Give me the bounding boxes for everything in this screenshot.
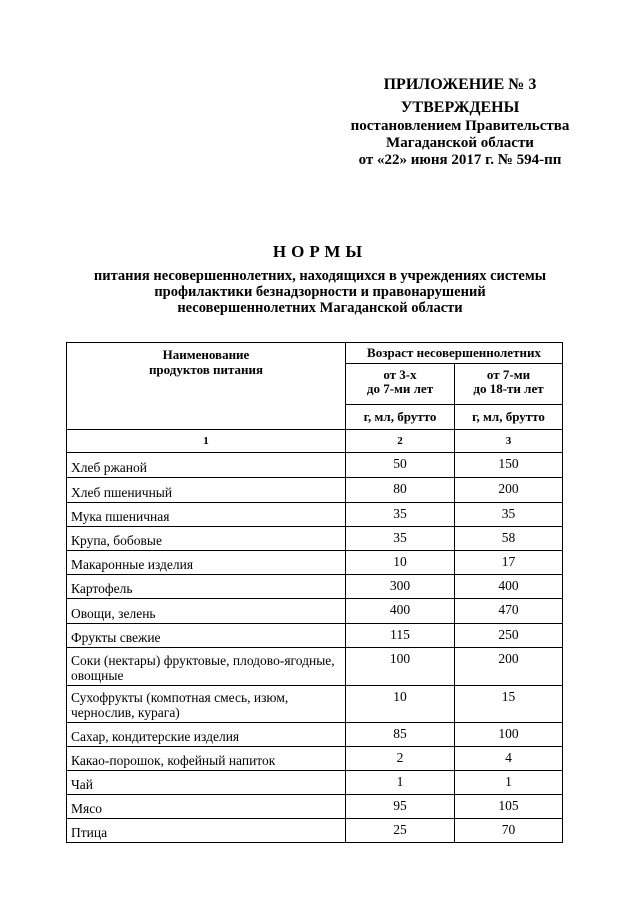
table-row [67,795,563,819]
resolution-line-1: постановлением Правительства [350,118,570,134]
title-line-2: профилактики безнадзорности и правонарушений [154,284,486,300]
table-row [67,527,563,551]
table-row [67,747,563,771]
table-row [67,478,563,503]
title-main: НОРМЫ [272,242,368,261]
product-name: Сухофрукты (компотная смесь, изюм, чернослив, курага) [67,686,346,723]
product-name: Хлеб пшеничный [67,478,346,503]
header-product-name [67,343,346,430]
value-age-7-18: 1 [455,771,563,795]
table-row [67,723,563,747]
header-age-7-18 [455,364,563,405]
value-age-7-18: 70 [455,819,563,843]
product-name: Какао-порошок, кофейный напиток [67,747,346,771]
value-age-3-7: 25 [346,819,455,843]
nutrition-norms-table [66,342,563,843]
table-row [67,575,563,599]
product-name: Птица [67,819,346,843]
header-age-3-7 [346,364,455,405]
approved-label: УТВЕРЖДЕНЫ [400,99,520,116]
value-age-3-7: 300 [346,575,455,599]
value-age-3-7: 1 [346,771,455,795]
product-name: Мука пшеничная [67,503,346,527]
value-age-7-18: 4 [455,747,563,771]
value-age-7-18: 400 [455,575,563,599]
table-row [67,819,563,843]
header-product-name-line-1: Наименование [162,347,250,362]
value-age-7-18: 35 [455,503,563,527]
column-number-2: 2 [346,430,455,453]
table-row [67,503,563,527]
header-age-7-18-line-1: от 7-ми [486,367,531,382]
product-name: Мясо [67,795,346,819]
value-age-7-18: 58 [455,527,563,551]
value-age-7-18: 15 [455,686,563,723]
value-age-3-7: 2 [346,747,455,771]
value-age-3-7: 35 [346,503,455,527]
product-name: Чай [67,771,346,795]
resolution-line-2: Магаданской области [386,135,534,151]
table-row [67,624,563,648]
value-age-3-7: 400 [346,599,455,624]
table-row [67,771,563,795]
column-number-1: 1 [67,430,346,453]
header-age-3-7-line-1: от 3-х [383,367,417,382]
product-name: Картофель [67,575,346,599]
value-age-7-18: 105 [455,795,563,819]
title-line-3: несовершеннолетних Магаданской области [177,300,463,316]
header-age: Возраст несовершеннолетних [346,343,563,364]
value-age-7-18: 200 [455,648,563,686]
value-age-3-7: 95 [346,795,455,819]
value-age-3-7: 50 [346,453,455,478]
product-name: Овощи, зелень [67,599,346,624]
value-age-3-7: 80 [346,478,455,503]
product-name: Макаронные изделия [67,551,346,575]
value-age-7-18: 470 [455,599,563,624]
table-row [67,599,563,624]
product-name: Крупа, бобовые [67,527,346,551]
title-line-1: питания несовершеннолетних, находящихся в учреждениях системы [93,268,547,284]
header-age-3-7-line-2: до 7-ми лет [366,381,434,396]
table-row [67,686,563,723]
resolution-line-3: от «22» июня 2017 г. № 594-пп [358,152,562,168]
value-age-3-7: 85 [346,723,455,747]
product-name: Сахар, кондитерские изделия [67,723,346,747]
value-age-3-7: 10 [346,686,455,723]
value-age-7-18: 150 [455,453,563,478]
product-name: Фрукты свежие [67,624,346,648]
value-age-3-7: 10 [346,551,455,575]
document-header [330,76,590,169]
table-row [67,453,563,478]
document-title [40,242,600,316]
header-age-7-18-line-2: до 18-ти лет [473,381,544,396]
table-row [67,551,563,575]
header-unit-a: г, мл, брутто [346,405,455,430]
appendix-number: ПРИЛОЖЕНИЕ № 3 [383,76,537,93]
header-product-name-line-2: продуктов питания [148,362,264,377]
value-age-7-18: 250 [455,624,563,648]
value-age-7-18: 17 [455,551,563,575]
product-name: Соки (нектары) фруктовые, плодово-ягодные, овощные [67,648,346,686]
header-unit-b: г, мл, брутто [455,405,563,430]
product-name: Хлеб ржаной [67,453,346,478]
table-row [67,648,563,686]
value-age-7-18: 200 [455,478,563,503]
value-age-3-7: 115 [346,624,455,648]
value-age-7-18: 100 [455,723,563,747]
value-age-3-7: 100 [346,648,455,686]
value-age-3-7: 35 [346,527,455,551]
column-number-3: 3 [455,430,563,453]
